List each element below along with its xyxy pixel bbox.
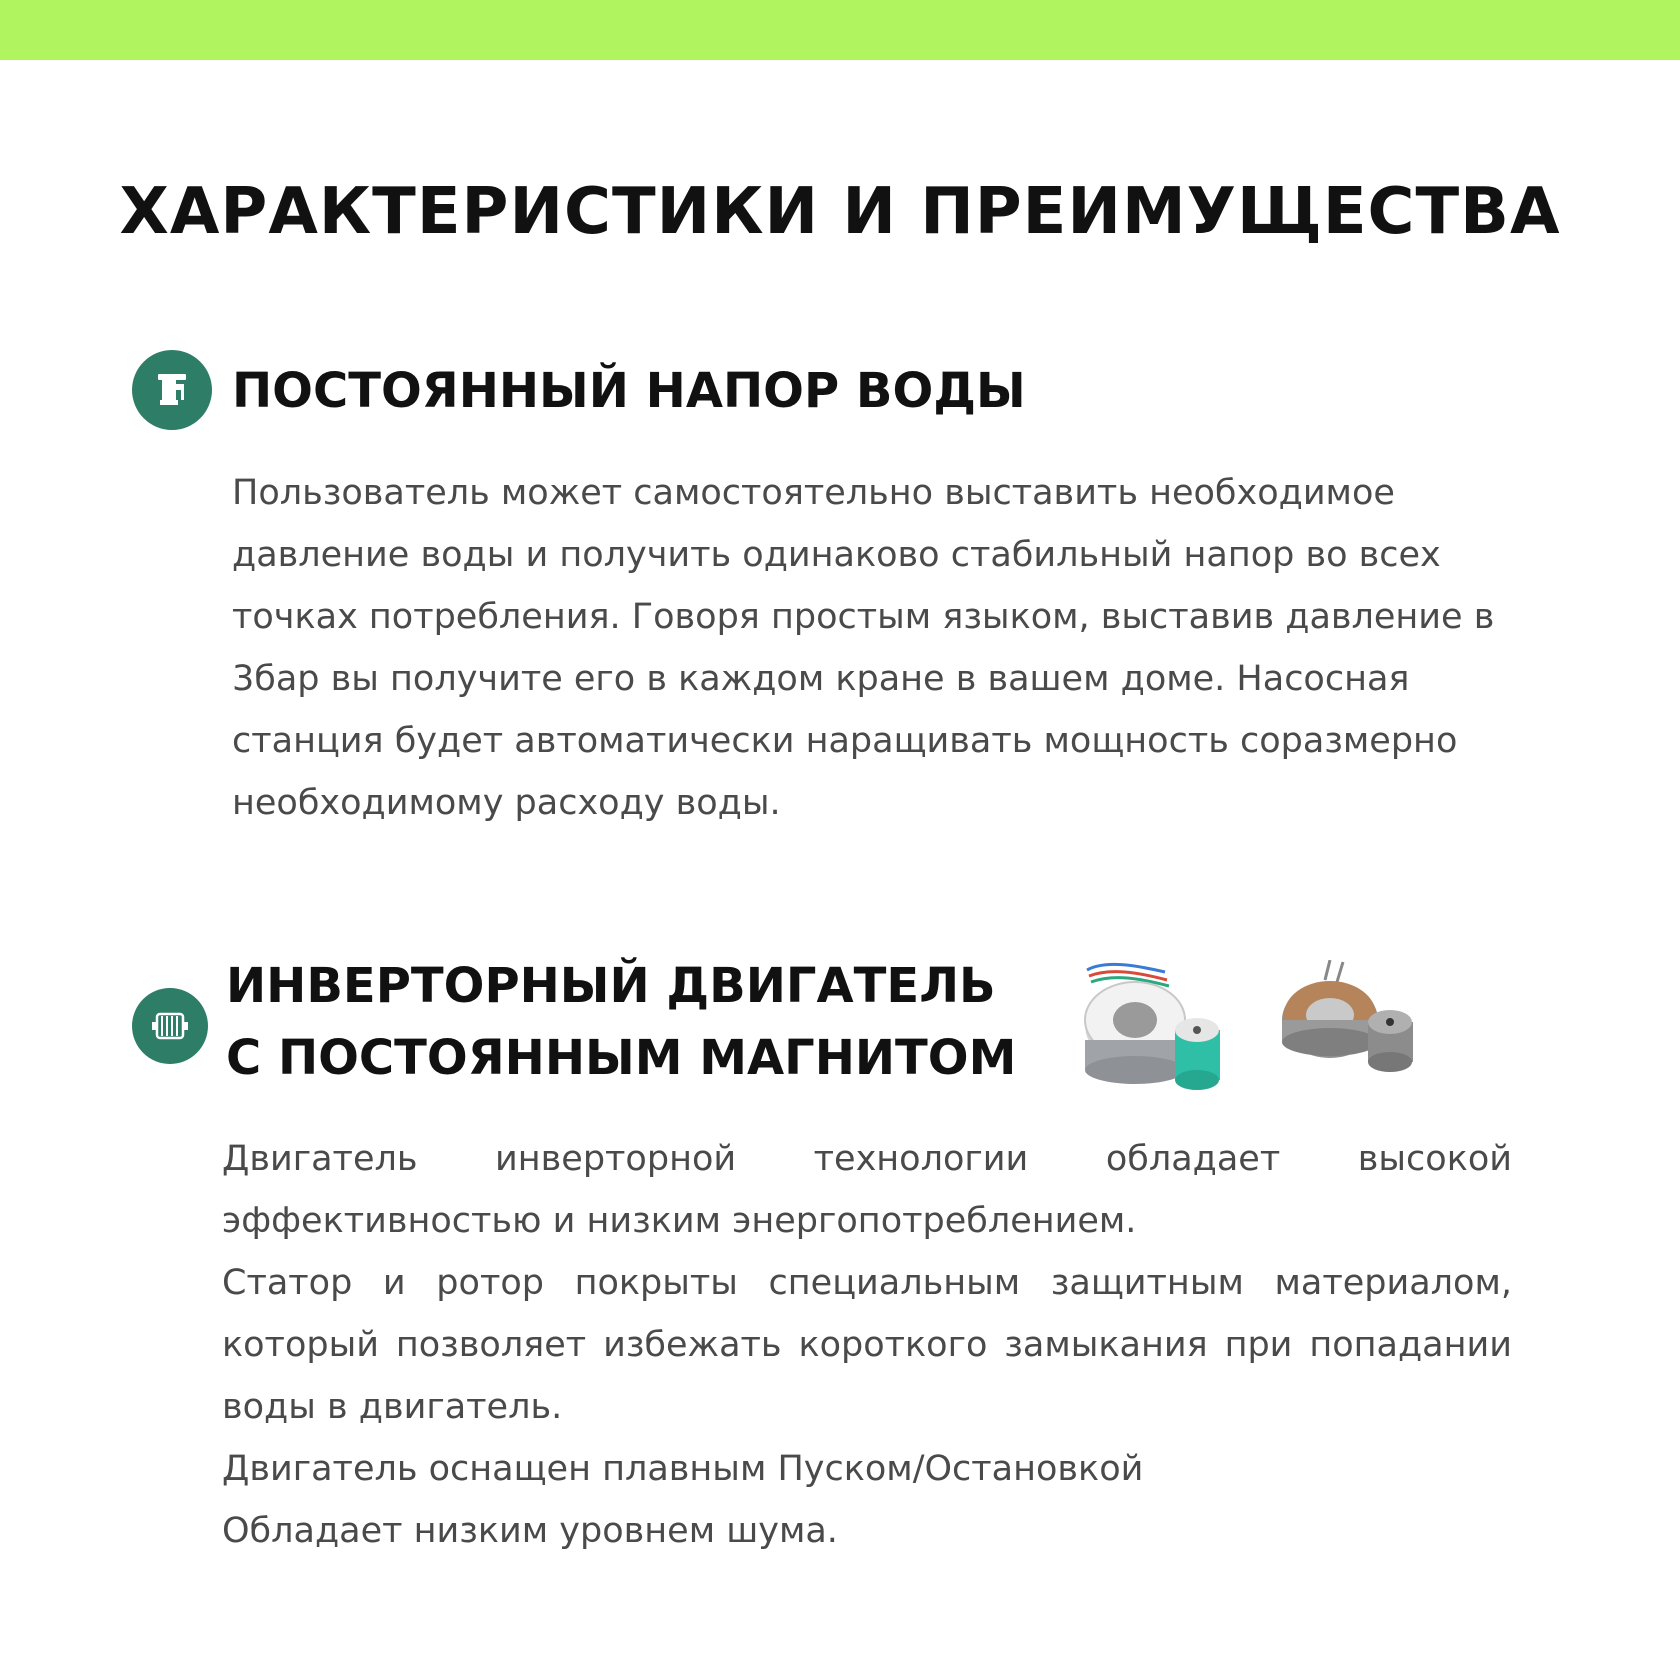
motor-parts-image: [1075, 960, 1435, 1095]
paragraph: Статор и ротор покрыты специальным защитным материалом, который позволяет избежать короткого замыкания при попадании воды в двигатель.: [222, 1263, 1512, 1427]
section-heading-water-pressure: ПОСТОЯННЫЙ НАПОР ВОДЫ: [232, 363, 1026, 419]
top-accent-bar: [0, 0, 1680, 60]
motor-icon: [132, 988, 208, 1064]
paragraph: Пользователь может самостоятельно выставить необходимое давление воды и получить одинаково стабильный напор во всех точках потребления. Говоря простым языком, выставив давление в 3бар вы получите его в каждом кране в вашем доме. Насосная станция будет автоматически наращивать мощность соразмерно необходимому расходу воды.: [232, 473, 1495, 823]
page-title: ХАРАКТЕРИСТИКИ И ПРЕИМУЩЕСТВА: [119, 175, 1561, 249]
section-heading-inverter-motor: [226, 950, 1016, 1094]
paragraph: Двигатель оснащен плавным Пуском/Остановкой: [222, 1449, 1144, 1489]
paragraph: Обладает низким уровнем шума.: [222, 1511, 838, 1551]
paragraph: Двигатель инверторной технологии обладает высокой эффективностью и низким энергопотреблением.: [222, 1139, 1512, 1241]
heading-line: ИНВЕРТОРНЫЙ ДВИГАТЕЛЬ: [226, 958, 996, 1014]
heading-line: С ПОСТОЯННЫМ МАГНИТОМ: [226, 1030, 1017, 1086]
section-text-water-pressure: [232, 462, 1532, 834]
section-text-inverter-motor: [222, 1128, 1512, 1562]
faucet-icon: [132, 350, 212, 430]
